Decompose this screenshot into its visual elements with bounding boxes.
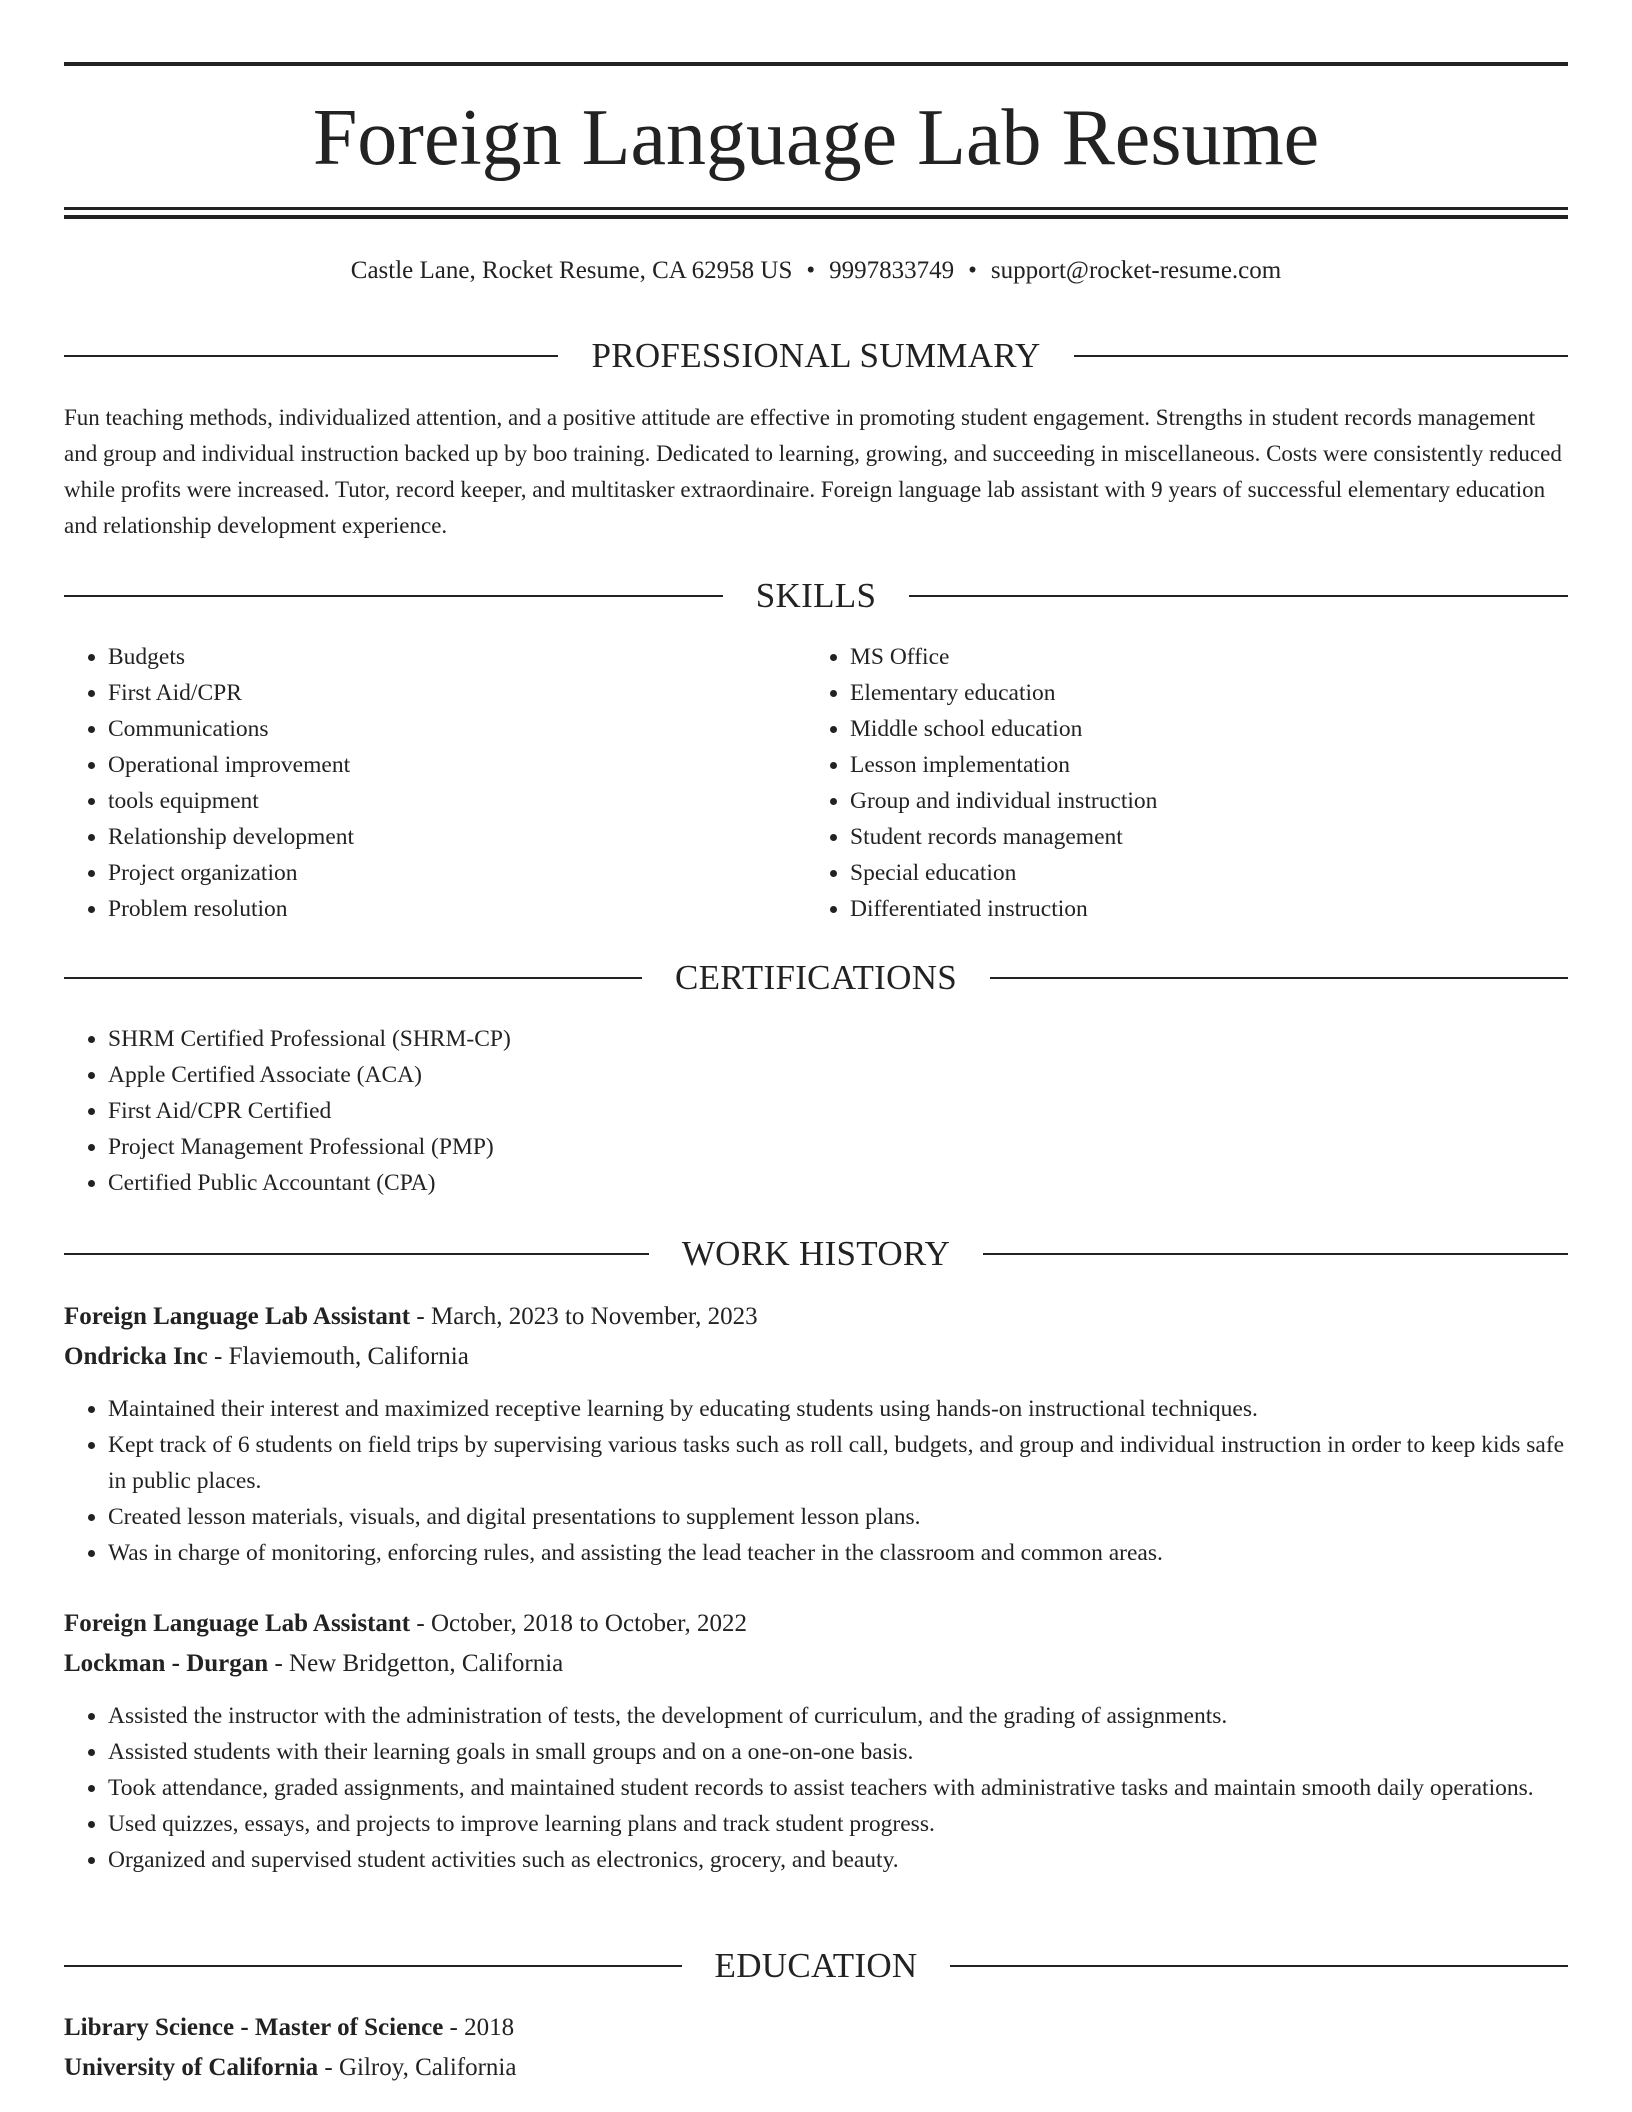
job-bullet: • Maintained their interest and maximized receptive learning by educating students using hands-on instructional techniques.: [108, 1391, 1568, 1427]
summary-heading: [64, 334, 1568, 378]
title-rule-upper: [64, 207, 1568, 210]
certification-item: • Certified Public Accountant (CPA): [108, 1165, 1568, 1201]
certifications-heading: [64, 956, 1568, 1000]
education-school-line: [64, 2050, 1568, 2086]
job-title: Foreign Language Lab Assistant: [64, 1303, 411, 1330]
heading-rule: [64, 355, 558, 357]
job-bullet: • Was in charge of monitoring, enforcing rules, and assisting the lead teacher in the classroom and common areas.: [108, 1535, 1568, 1571]
certification-item: • Project Management Professional (PMP): [108, 1129, 1568, 1165]
heading-rule: [64, 977, 642, 979]
skill-item: • tools equipment: [108, 783, 808, 819]
heading-rule: [983, 1253, 1568, 1255]
skill-item: • Operational improvement: [108, 747, 808, 783]
job-title: Foreign Language Lab Assistant: [64, 1610, 411, 1637]
job-company-line: [64, 1646, 1568, 1682]
skill-item: • Middle school education: [850, 711, 1570, 747]
skill-item: • Budgets: [108, 639, 808, 675]
education-heading: [64, 1944, 1568, 1988]
contact-email[interactable]: support@rocket-resume.com: [990, 257, 1282, 284]
job-location: - Flaviemouth, California: [207, 1343, 469, 1370]
skill-item: • Special education: [850, 855, 1570, 891]
job-bullet: • Used quizzes, essays, and projects to improve learning plans and track student progress.: [108, 1806, 1568, 1842]
skills-list-left: [64, 639, 808, 927]
certification-item: • First Aid/CPR Certified: [108, 1093, 1568, 1129]
section-heading-label: PROFESSIONAL SUMMARY: [591, 336, 1041, 375]
job-company: Ondricka Inc: [64, 1343, 208, 1370]
skills-heading: [64, 574, 1568, 618]
job-bullet: • Assisted the instructor with the administration of tests, the development of curriculum, and the grading of assignments.: [108, 1698, 1568, 1734]
heading-rule: [990, 977, 1568, 979]
certifications-list: [64, 1021, 1568, 1201]
title-rule-lower: [64, 215, 1568, 219]
section-heading-label: EDUCATION: [714, 1946, 918, 1985]
skill-item: • Communications: [108, 711, 808, 747]
education-school: University of California: [64, 2054, 319, 2081]
top-rule: [64, 62, 1568, 66]
skill-item: • Student records management: [850, 819, 1570, 855]
job-location: - New Bridgetton, California: [268, 1650, 564, 1677]
skill-item: • Elementary education: [850, 675, 1570, 711]
skill-item: • MS Office: [850, 639, 1570, 675]
job-company: Lockman - Durgan: [64, 1650, 269, 1677]
job-bullets: [64, 1698, 1568, 1878]
skills-list-right: [806, 639, 1570, 927]
job-bullet: • Created lesson materials, visuals, and digital presentations to supplement lesson plans.: [108, 1499, 1568, 1535]
education-year: - 2018: [443, 2014, 515, 2041]
job-bullet: • Took attendance, graded assignments, and maintained student records to assist teachers with administrative tasks and maintain smooth daily operations.: [108, 1770, 1568, 1806]
skill-item: • First Aid/CPR: [108, 675, 808, 711]
education-degree-line: [64, 2010, 1568, 2046]
summary-text: Fun teaching methods, individualized attention, and a positive attitude are effective in promoting student engagement. Strengths in student records management and group and individual instruction backed up by boo training. Dedicated to learning, growing, and succeeding in miscellaneous. Costs were consistently reduced while profits were increased. Tutor, record keeper, and multitasker extraordinaire. Foreign language lab assistant with 9 years of successful elementary education and relationship development experience.: [64, 405, 1562, 538]
heading-rule: [64, 595, 723, 597]
job-dates: - October, 2018 to October, 2022: [410, 1610, 747, 1637]
contact-line: [64, 254, 1568, 288]
skill-item: • Differentiated instruction: [850, 891, 1570, 927]
certification-item: • Apple Certified Associate (ACA): [108, 1057, 1568, 1093]
contact-address: Castle Lane, Rocket Resume, CA 62958 US: [350, 257, 793, 284]
job-company-line: [64, 1339, 1568, 1375]
education-location: - Gilroy, California: [318, 2054, 517, 2081]
heading-rule: [64, 1253, 649, 1255]
job-bullets: [64, 1391, 1568, 1571]
skill-item: • Project organization: [108, 855, 808, 891]
section-heading-label: SKILLS: [755, 576, 877, 615]
job-bullet: • Assisted students with their learning goals in small groups and on a one-on-one basis.: [108, 1734, 1568, 1770]
job-dates: - March, 2023 to November, 2023: [410, 1303, 758, 1330]
resume-title: Foreign Language Lab Resume: [312, 94, 1320, 182]
contact-separator: •: [806, 257, 816, 284]
skill-item: • Relationship development: [108, 819, 808, 855]
work-history-heading: [64, 1232, 1568, 1276]
skill-item: • Lesson implementation: [850, 747, 1570, 783]
section-heading-label: CERTIFICATIONS: [674, 958, 958, 997]
section-heading-label: WORK HISTORY: [681, 1234, 951, 1273]
contact-phone: 9997833749: [829, 257, 955, 284]
heading-rule: [950, 1965, 1568, 1967]
skill-item: • Group and individual instruction: [850, 783, 1570, 819]
job-title-line: [64, 1299, 1568, 1335]
job-bullet: • Kept track of 6 students on field trips by supervising various tasks such as roll call, budgets, and group and individual instruction in order to keep kids safe in public places.: [108, 1427, 1568, 1499]
heading-rule: [909, 595, 1568, 597]
education-degree: Library Science - Master of Science: [64, 2014, 444, 2041]
skill-item: • Problem resolution: [108, 891, 808, 927]
heading-rule: [1074, 355, 1568, 357]
job-title-line: [64, 1606, 1568, 1642]
heading-rule: [64, 1965, 682, 1967]
certification-item: • SHRM Certified Professional (SHRM-CP): [108, 1021, 1568, 1057]
job-bullet: • Organized and supervised student activities such as electronics, grocery, and beauty.: [108, 1842, 1568, 1878]
contact-separator: •: [968, 257, 977, 284]
